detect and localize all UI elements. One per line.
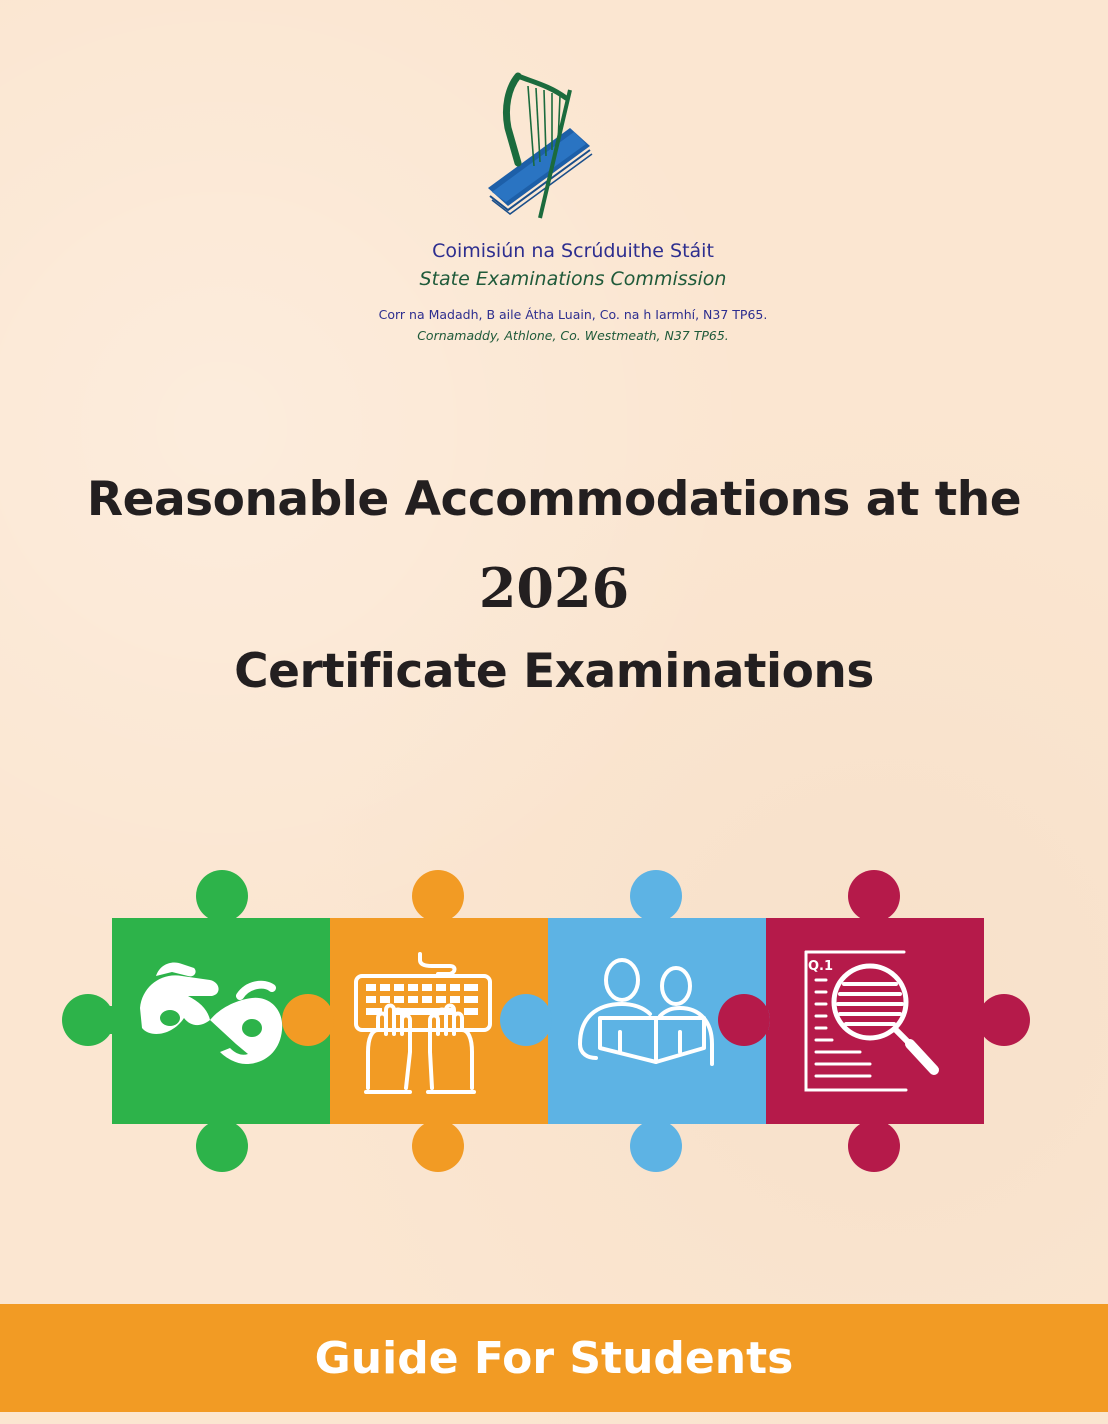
question-label: Q.1 [808, 959, 834, 974]
address-irish: Corr na Madadh, B aile Átha Luain, Co. na h Iarmhí, N37 TP65. [378, 307, 768, 322]
organization-name-irish: Coimisiún na Scrúduithe Stáit [432, 240, 714, 262]
document-title-year: 2026 [478, 556, 630, 620]
guide-label: Guide For Students [314, 1332, 794, 1384]
address-english: Cornamaddy, Athlone, Co. Westmeath, N37 TP65. [417, 328, 729, 343]
puzzle-illustration [60, 868, 1040, 1178]
puzzle-piece-crimson [718, 870, 1030, 1172]
footer-banner [0, 1304, 1108, 1412]
organization-name-english: State Examinations Commission [419, 268, 727, 290]
document-title-line2: Certificate Examinations [234, 644, 874, 699]
document-title-line1: Reasonable Accommodations at the [86, 472, 1022, 527]
harp-book-logo-icon [478, 68, 628, 228]
